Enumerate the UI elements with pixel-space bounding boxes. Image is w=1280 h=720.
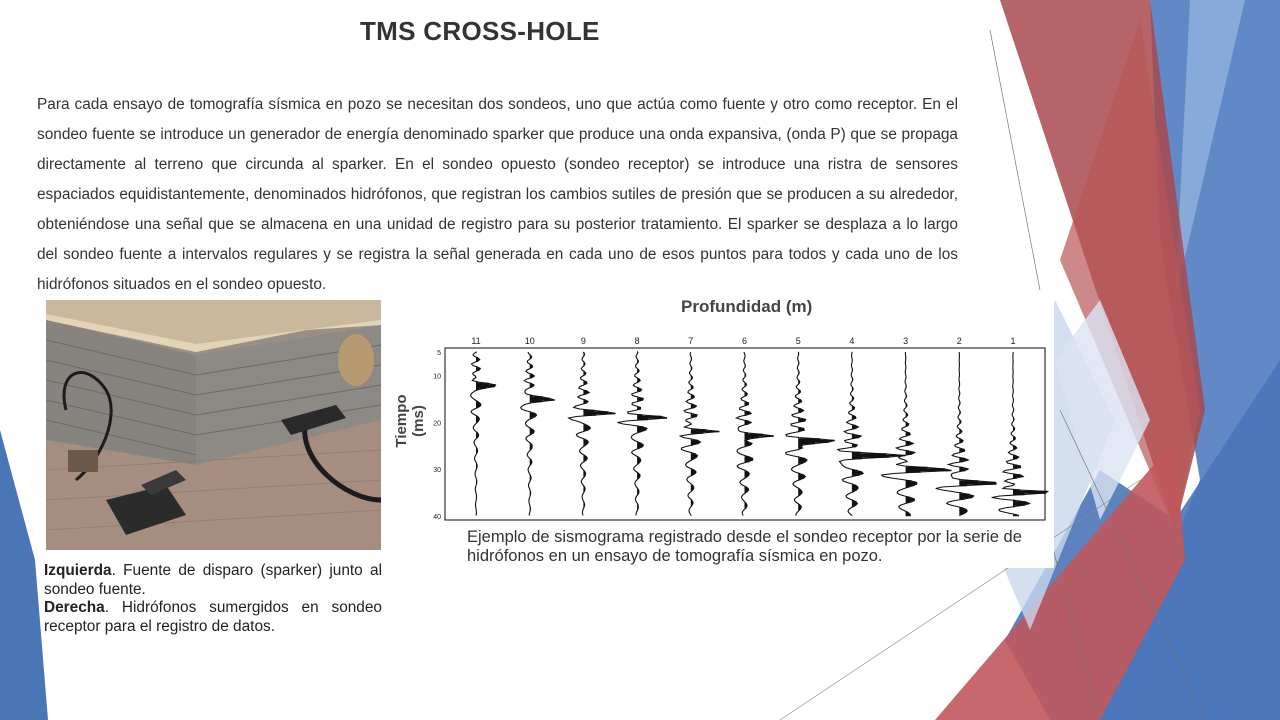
seismic-trace <box>569 352 616 516</box>
channel-label: 3 <box>903 336 909 346</box>
seismic-trace <box>786 352 835 516</box>
photo-caption <box>44 562 382 636</box>
caption-left-text: . Fuente de disparo (sparker) junto al sondeo fuente. <box>44 562 382 598</box>
seismic-trace-fill <box>959 354 996 515</box>
seismic-trace-fill <box>691 357 720 516</box>
seismic-trace <box>471 352 496 516</box>
time-tick-label: 40 <box>433 514 441 521</box>
seismogram-plot <box>398 296 1054 526</box>
seismic-trace <box>936 352 996 516</box>
channel-label: 6 <box>741 336 748 346</box>
channel-label: 2 <box>956 336 962 346</box>
seismic-trace <box>618 352 668 516</box>
caption-right-label: Derecha <box>44 599 105 616</box>
seismic-trace-fill <box>530 355 555 513</box>
slide-title: TMS CROSS-HOLE <box>360 16 600 46</box>
seismic-trace-fill <box>1013 352 1048 516</box>
seismogram-caption: Ejemplo de sismograma registrado desde el sondeo receptor por la serie de hidrófonos en un ensayo de tomografía sísmica en pozo. <box>467 528 1022 565</box>
time-tick-label: 5 <box>437 350 441 357</box>
channel-label: 8 <box>634 336 640 346</box>
sparker-photo <box>46 300 381 550</box>
caption-left-label: Izquierda <box>44 562 112 579</box>
caption-right-text: . Hidrófonos sumergidos en sondeo receptor para el registro de datos. <box>44 599 382 635</box>
seismic-trace <box>882 352 952 516</box>
channel-label: 11 <box>471 336 481 346</box>
time-tick-label: 20 <box>433 420 441 428</box>
seismic-trace-fill <box>637 352 667 510</box>
time-tick-label: 10 <box>433 373 441 381</box>
seismic-trace-fill <box>906 357 952 516</box>
seismic-trace-fill <box>798 352 834 511</box>
channel-label: 5 <box>795 336 801 346</box>
seismogram-figure <box>393 296 1054 568</box>
channel-label: 7 <box>688 336 694 346</box>
seismic-trace-fill <box>852 352 906 516</box>
seismic-trace <box>521 352 555 516</box>
seismic-trace-fill <box>476 352 496 516</box>
seismogram-top-label: Profundidad (m) <box>681 297 813 316</box>
seismogram-y-label: Tiempo (ms) <box>393 394 427 448</box>
channel-label: 9 <box>580 336 586 346</box>
channel-label: 4 <box>849 336 855 346</box>
body-paragraph: Para cada ensayo de tomografía sísmica en pozo se necesitan dos sondeos, uno que actúa como fuente y otro como receptor. En el sondeo fuente se introduce un generador de energía denominado sparker que produce una onda expansiva, (onda P) que se propaga directamente al terreno que circunda al sparker. En el sondeo opuesto (sondeo receptor) se introduce una ristra de sensores espaciados equidistantemente, denominados hidrófonos, que registran los cambios sutiles de presión que se producen a su alrededor, obteniéndose una señal que se almacena en una unidad de registro para su posterior tratamiento. El sparker se desplaza a lo largo del sondeo fuente a intervalos regulares y se registra la señal generada en cada uno de esos puntos para todos y cada uno de los hidrófonos situados en el sondeo opuesto. <box>37 96 958 293</box>
channel-label: 10 <box>524 336 535 346</box>
seismic-trace <box>838 352 906 516</box>
channel-label: 1 <box>1010 336 1016 346</box>
seismic-trace-fill <box>745 355 774 508</box>
time-tick-label: 30 <box>433 467 441 475</box>
